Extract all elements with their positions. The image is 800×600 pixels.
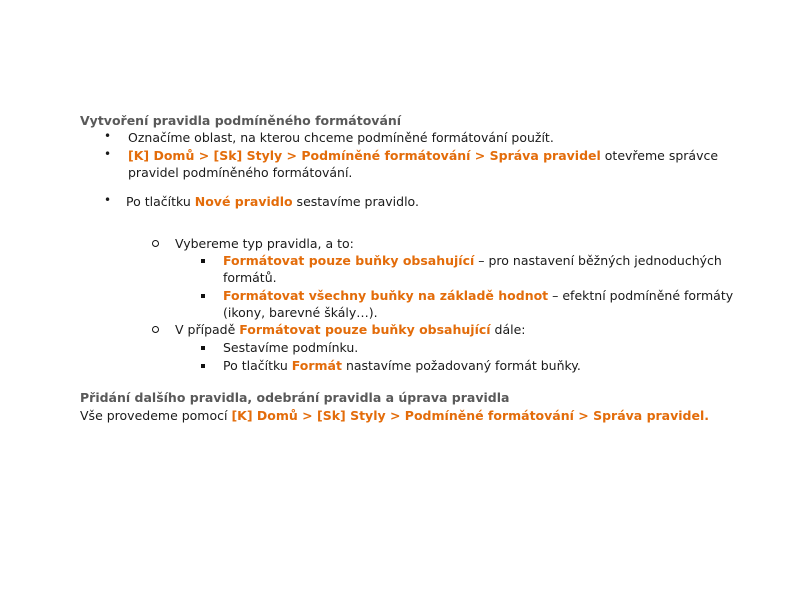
item-text: Po tlačítku <box>223 358 292 373</box>
option-desc-continuation: (ikony, barevné škály…). <box>223 305 378 320</box>
option-format-all-cells <box>223 287 733 304</box>
square-bullet <box>201 346 205 350</box>
step-set-format <box>223 357 581 374</box>
sub-item-in-case <box>175 321 526 338</box>
bullet-dot: • <box>104 129 112 143</box>
section-text-manage-rules <box>80 408 709 423</box>
circle-bullet <box>152 326 159 333</box>
list-item-select-range: Označíme oblast, na kterou chceme podmíněné formátování použít. <box>128 130 554 145</box>
option-desc: – pro nastavení běžných jednoduchých <box>474 253 722 268</box>
square-bullet <box>201 259 205 263</box>
square-bullet <box>201 364 205 368</box>
option-name: Formátovat pouze buňky obsahující <box>239 322 491 337</box>
list-item-open-manager <box>128 147 718 164</box>
menu-path: [K] Domů > [Sk] Styly > Podmíněné formátování > Správa pravidel <box>128 148 601 163</box>
option-desc: – efektní podmíněné formáty <box>548 288 734 303</box>
button-name-new-rule: Nové pravidlo <box>194 194 293 209</box>
menu-path: [K] Domů > [Sk] Styly > Podmíněné formátování > Správa pravidel. <box>231 408 710 423</box>
item-text: nastavíme požadovaný formát buňky. <box>341 358 581 373</box>
item-text: Po tlačítku <box>126 194 195 209</box>
list-item-new-rule <box>126 193 419 210</box>
list-item-continuation: pravidel podmíněného formátování. <box>128 165 353 180</box>
item-text: Vše provedeme pomocí <box>80 408 232 423</box>
section-heading-create-rule: Vytvoření pravidla podmíněného formátování <box>80 113 402 128</box>
square-bullet <box>201 294 205 298</box>
option-format-cells-containing <box>223 252 722 269</box>
section-heading-manage-rules: Přidání dalšího pravidla, odebrání pravidla a úprava pravidla <box>80 390 510 405</box>
item-text: sestavíme pravidlo. <box>292 194 419 209</box>
step-build-condition: Sestavíme podmínku. <box>223 340 359 355</box>
item-text: V případě <box>175 322 240 337</box>
option-desc-continuation: formátů. <box>223 270 277 285</box>
item-text: otevřeme správce <box>600 148 719 163</box>
option-name: Formátovat všechny buňky na základě hodnot <box>223 288 549 303</box>
bullet-dot: • <box>104 147 112 161</box>
item-text: dále: <box>490 322 526 337</box>
circle-bullet <box>152 240 159 247</box>
option-name: Formátovat pouze buňky obsahující <box>223 253 475 268</box>
sub-item-choose-type: Vybereme typ pravidla, a to: <box>175 236 354 251</box>
button-name-format: Formát <box>291 358 342 373</box>
bullet-dot: • <box>104 193 112 207</box>
